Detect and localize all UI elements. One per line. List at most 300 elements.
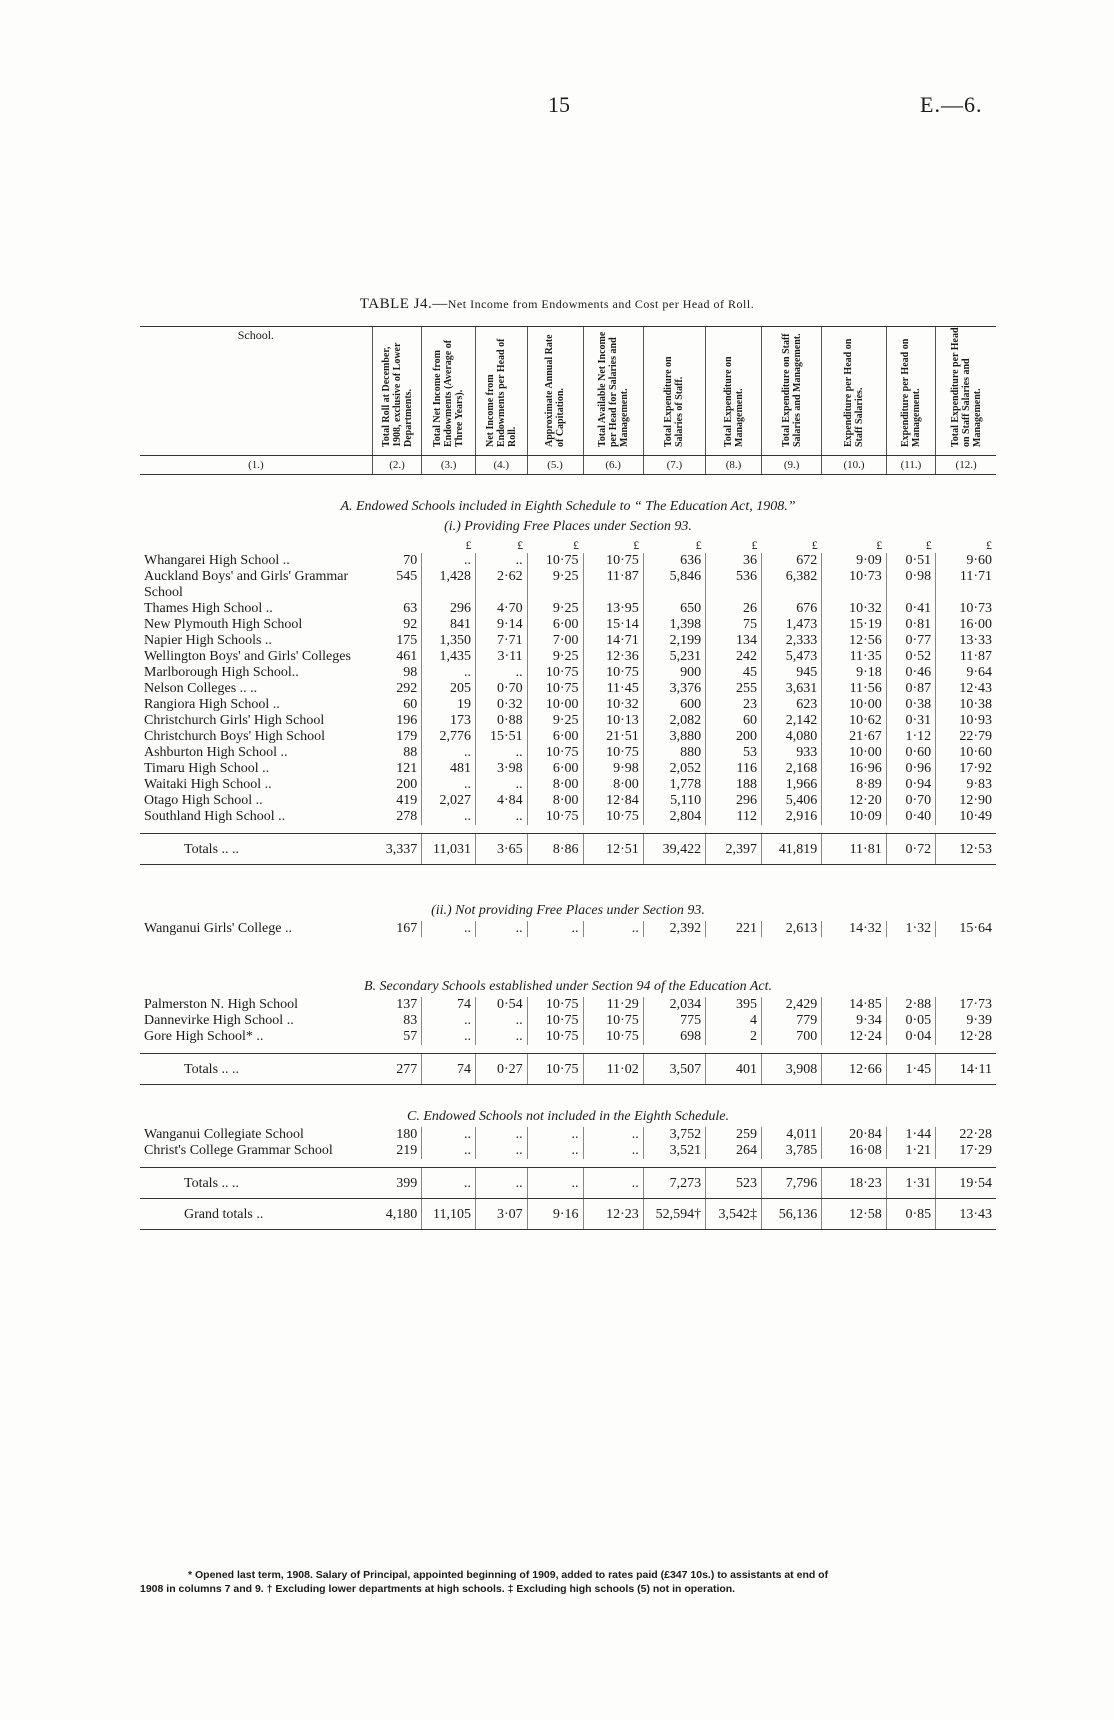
header-col-9: Total Expenditure on Staff Salaries and Management. [762,327,822,456]
value-cell-col-4: .. [476,1029,528,1045]
value-cell-col-11: 0·98 [886,569,935,601]
value-cell-col-8: 188 [706,777,762,793]
value-cell-col-2: 200 [396,777,418,792]
value-cell-col-12: 22·28 [936,1127,996,1143]
value-cell-col-7: 1,778 [643,777,705,793]
value-cell-col-12: 16·00 [936,617,996,633]
spacer-cell [140,937,996,955]
column-numbers-row [140,456,996,475]
value-cell-col-6: .. [583,921,643,937]
colnum: (10.) [822,456,887,475]
value-cell-col-2: 196 [396,713,418,728]
value-cell-col-3: 1,435 [422,649,476,665]
header-col-2: Total Roll at December, 1908, exclusive of Lower Departments. [372,327,421,456]
value-cell-col-6: 10·75 [583,665,643,681]
value-cell-col-6: 9·98 [583,761,643,777]
value-cell-col-6: 14·71 [583,633,643,649]
value-cell-col-12: 12·28 [936,1029,996,1045]
value-cell-col-2: 83 [403,1013,418,1028]
spacer-cell [140,475,996,494]
spacer-cell [140,865,996,884]
value-cell-col-2: 60 [403,697,418,712]
value-cell-col-11: 0·05 [886,1013,935,1029]
value-cell-col-7: 3,752 [643,1127,705,1143]
value-cell-col-7: 3,376 [643,681,705,697]
value-cell-col-5: 10·75 [527,1013,583,1029]
value-cell-col-8: 200 [706,729,762,745]
spacer [140,955,996,973]
value-cell-col-12: 13·43 [936,1199,996,1230]
totals-row [140,834,996,865]
value-cell-col-7: 3,521 [643,1143,705,1159]
value-cell-col-9: 5,406 [762,793,822,809]
value-cell-col-5: .. [527,1127,583,1143]
colnum: (4.) [476,456,528,475]
value-cell-col-4: 3·07 [476,1199,528,1230]
value-cell-col-10: 16·08 [822,1143,887,1159]
table-row [140,601,996,617]
school-name-cell: Napier High Schools .. [144,633,272,648]
value-cell-col-2: 121 [396,761,418,776]
value-cell-col-6: 10·75 [583,745,643,761]
page-number: 15 [548,92,570,117]
spacer-cell [140,955,996,973]
value-cell-col-4: 0·54 [476,997,528,1013]
value-cell-col-12: 9·83 [936,777,996,793]
unit-cell: £ [811,538,818,552]
value-cell-col-8: 242 [706,649,762,665]
colnum: (12.) [936,456,996,475]
value-cell-col-4: .. [476,745,528,761]
school-name-cell: Totals .. .. [140,834,372,865]
value-cell-col-4: .. [476,1143,528,1159]
value-cell-col-8: 53 [706,745,762,761]
school-name-cell: Palmerston N. High School [144,997,298,1012]
value-cell-col-9: 779 [762,1013,822,1029]
value-cell-col-6: 21·51 [583,729,643,745]
value-cell-col-8: 45 [706,665,762,681]
value-cell-col-7: 600 [643,697,705,713]
value-cell-col-6: 12·51 [583,834,643,865]
value-cell-col-10: 8·89 [822,777,887,793]
value-cell-col-8: 116 [706,761,762,777]
footnote [140,1568,1000,1596]
value-cell-col-8: 523 [706,1168,762,1199]
value-cell-col-3: 481 [422,761,476,777]
value-cell-col-4: 3·11 [476,649,528,665]
table-row [140,729,996,745]
value-cell-col-10: 10·00 [822,745,887,761]
section-a-sub-1 [140,517,996,537]
value-cell-col-2: 63 [403,601,418,616]
value-cell-col-5: 8·00 [527,777,583,793]
value-cell-col-4: .. [476,809,528,825]
value-cell-col-8: 296 [706,793,762,809]
value-cell-col-10: 21·67 [822,729,887,745]
value-cell-col-6: .. [583,1168,643,1199]
value-cell-col-12: 12·90 [936,793,996,809]
value-cell-col-4: 3·98 [476,761,528,777]
school-name-cell: Whangarei High School .. [144,553,290,568]
value-cell-col-9: 4,080 [762,729,822,745]
value-cell-col-12: 10·60 [936,745,996,761]
school-name-cell: Nelson Colleges .. .. [144,681,258,696]
value-cell-col-2: 277 [372,1054,421,1085]
school-name-cell: Totals .. .. [140,1168,372,1199]
value-cell-col-10: 9·18 [822,665,887,681]
value-cell-col-11: 0·04 [886,1029,935,1045]
table-row [140,1013,996,1029]
value-cell-col-4: .. [476,921,528,937]
value-cell-col-9: 933 [762,745,822,761]
value-cell-col-4: .. [476,1127,528,1143]
value-cell-col-5: 10·75 [527,997,583,1013]
section-a-sub-2-text: (ii.) Not providing Free Places under Section 93. [431,903,705,918]
value-cell-col-8: 255 [706,681,762,697]
value-cell-col-10: 11·81 [822,834,887,865]
value-cell-col-6: 11·02 [583,1054,643,1085]
value-cell-col-7: 2,082 [643,713,705,729]
value-cell-col-3: .. [422,809,476,825]
totals-row [140,1168,996,1199]
unit-cell: £ [986,538,992,552]
colnum: (3.) [422,456,476,475]
value-cell-col-5: 9·25 [527,649,583,665]
value-cell-col-6: 12·36 [583,649,643,665]
table-row [140,1127,996,1143]
value-cell-col-8: 26 [706,601,762,617]
value-cell-col-4: 15·51 [476,729,528,745]
spacer-cell [140,1159,996,1168]
value-cell-col-7: 3,507 [643,1054,705,1085]
value-cell-col-10: 12·58 [822,1199,887,1230]
table-row [140,569,996,601]
value-cell-col-8: 112 [706,809,762,825]
table-header [140,327,996,456]
table-row [140,633,996,649]
value-cell-col-8: 401 [706,1054,762,1085]
value-cell-col-5: .. [527,1168,583,1199]
value-cell-col-3: 2,776 [422,729,476,745]
value-cell-col-11: 1·21 [886,1143,935,1159]
value-cell-col-10: 10·73 [822,569,887,601]
value-cell-col-8: 23 [706,697,762,713]
value-cell-col-4: 2·62 [476,569,528,601]
table-row [140,553,996,569]
value-cell-col-9: 2,168 [762,761,822,777]
value-cell-col-4: 0·88 [476,713,528,729]
value-cell-col-3: .. [422,921,476,937]
value-cell-col-9: 2,142 [762,713,822,729]
value-cell-col-11: 0·96 [886,761,935,777]
table-row [140,997,996,1013]
value-cell-col-5: 6·00 [527,617,583,633]
value-cell-col-3: 1,350 [422,633,476,649]
table-row [140,617,996,633]
spacer-cell [140,1045,996,1054]
spacer [140,865,996,884]
value-cell-col-12: 11·87 [936,649,996,665]
value-cell-col-11: 0·70 [886,793,935,809]
value-cell-col-3: .. [422,1143,476,1159]
value-cell-col-12: 9·60 [936,553,996,569]
school-name-cell: Auckland Boys' and Girls' Grammar School [144,569,349,600]
value-cell-col-9: 1,966 [762,777,822,793]
value-cell-col-9: 5,473 [762,649,822,665]
value-cell-col-10: 11·35 [822,649,887,665]
value-cell-col-3: .. [422,1013,476,1029]
value-cell-col-4: 7·71 [476,633,528,649]
value-cell-col-7: 3,880 [643,729,705,745]
value-cell-col-5: 10·75 [527,1029,583,1045]
header-school: School. [140,327,372,456]
value-cell-col-4: 4·70 [476,601,528,617]
unit-cell: £ [633,538,640,552]
value-cell-col-5: 9·16 [527,1199,583,1230]
value-cell-col-8: 3,542‡ [706,1199,762,1230]
spacer-cell [140,1085,996,1104]
spacer [140,1045,996,1054]
spacer-cell [140,825,996,834]
value-cell-col-11: 1·31 [886,1168,935,1199]
value-cell-col-7: 2,199 [643,633,705,649]
value-cell-col-5: 8·00 [527,793,583,809]
spacer [140,825,996,834]
value-cell-col-5: .. [527,1143,583,1159]
table-title [0,296,1114,313]
value-cell-col-11: 0·81 [886,617,935,633]
section-a-sub-1-text: (i.) Providing Free Places under Section 93. [444,519,692,534]
value-cell-col-2: 179 [396,729,418,744]
value-cell-col-4: .. [476,553,528,569]
value-cell-col-7: 2,052 [643,761,705,777]
value-cell-col-5: 10·00 [527,697,583,713]
value-cell-col-11: 0·40 [886,809,935,825]
value-cell-col-6: 11·29 [583,997,643,1013]
value-cell-col-7: 5,110 [643,793,705,809]
school-name-cell: Ashburton High School .. [144,745,288,760]
section-c-heading-text: C. Endowed Schools not included in the Eighth Schedule. [407,1109,729,1124]
value-cell-col-8: 221 [706,921,762,937]
value-cell-col-4: 0·27 [476,1054,528,1085]
table-row [140,777,996,793]
value-cell-col-10: 9·34 [822,1013,887,1029]
value-cell-col-7: 900 [643,665,705,681]
unit-cell: £ [465,538,472,552]
table-row [140,1029,996,1045]
value-cell-col-6: .. [583,1127,643,1143]
header-col-10: Expenditure per Head on Staff Salaries. [822,327,887,456]
value-cell-col-5: 10·75 [527,553,583,569]
value-cell-col-3: 841 [422,617,476,633]
value-cell-col-5: 9·25 [527,601,583,617]
value-cell-col-10: 14·85 [822,997,887,1013]
value-cell-col-6: 10·13 [583,713,643,729]
table-body [140,456,996,1230]
value-cell-col-5: 10·75 [527,809,583,825]
table-row [140,649,996,665]
value-cell-col-10: 9·09 [822,553,887,569]
value-cell-col-12: 19·54 [936,1168,996,1199]
value-cell-col-12: 10·73 [936,601,996,617]
school-name-cell: Timaru High School .. [144,761,270,776]
value-cell-col-6: 10·75 [583,1013,643,1029]
totals-row [140,1054,996,1085]
value-cell-col-12: 14·11 [936,1054,996,1085]
table-row [140,793,996,809]
value-cell-col-9: 2,429 [762,997,822,1013]
section-a-heading [140,493,996,517]
school-name-cell: Christchurch Girls' High School [144,713,325,728]
value-cell-col-3: .. [422,745,476,761]
value-cell-col-3: 205 [422,681,476,697]
value-cell-col-6: 15·14 [583,617,643,633]
value-cell-col-7: 5,231 [643,649,705,665]
value-cell-col-3: 2,027 [422,793,476,809]
value-cell-col-5: 10·75 [527,681,583,697]
value-cell-col-5: 10·75 [527,745,583,761]
value-cell-col-5: 9·25 [527,569,583,601]
table-row [140,1143,996,1159]
value-cell-col-9: 3,631 [762,681,822,697]
value-cell-col-10: 10·32 [822,601,887,617]
table-row [140,921,996,937]
value-cell-col-9: 623 [762,697,822,713]
value-cell-col-9: 6,382 [762,569,822,601]
value-cell-col-11: 1·12 [886,729,935,745]
school-name-cell: Rangiora High School .. [144,697,280,712]
value-cell-col-4: .. [476,777,528,793]
value-cell-col-7: 2,034 [643,997,705,1013]
value-cell-col-7: 2,392 [643,921,705,937]
value-cell-col-4: .. [476,1168,528,1199]
value-cell-col-9: 1,473 [762,617,822,633]
value-cell-col-7: 880 [643,745,705,761]
section-a-sub-2 [140,901,996,921]
unit-cell: £ [876,538,883,552]
value-cell-col-4: .. [476,1013,528,1029]
school-name-cell: Gore High School* .. [144,1029,264,1044]
value-cell-col-9: 700 [762,1029,822,1045]
value-cell-col-2: 292 [396,681,418,696]
table-row [140,713,996,729]
unit-cell: £ [695,538,702,552]
value-cell-col-10: 12·24 [822,1029,887,1045]
value-cell-col-2: 545 [396,569,418,584]
value-cell-col-11: 0·38 [886,697,935,713]
spacer [140,1085,996,1104]
footnote-line-2: 1908 in columns 7 and 9. † Excluding lower departments at high schools. ‡ Excluding high schools (5) not in operation. [140,1583,736,1595]
value-cell-col-5: 7·00 [527,633,583,649]
value-cell-col-8: 4 [706,1013,762,1029]
section-a-heading-text: A. Endowed Schools included in Eighth Schedule to “ The Education Act, 1908.” [340,499,796,514]
value-cell-col-10: 12·56 [822,633,887,649]
section-c-heading [140,1103,996,1127]
value-cell-col-2: 92 [403,617,418,632]
value-cell-col-6: 12·84 [583,793,643,809]
value-cell-col-11: 0·46 [886,665,935,681]
value-cell-col-11: 0·31 [886,713,935,729]
table-row [140,745,996,761]
school-name-cell: Wellington Boys' and Girls' Colleges [144,649,351,664]
colnum: (8.) [706,456,762,475]
colnum: (5.) [527,456,583,475]
value-cell-col-11: 1·44 [886,1127,935,1143]
value-cell-col-9: 3,908 [762,1054,822,1085]
value-cell-col-8: 75 [706,617,762,633]
value-cell-col-2: 399 [372,1168,421,1199]
value-cell-col-9: 2,333 [762,633,822,649]
endowments-table [140,326,996,1230]
value-cell-col-10: 14·32 [822,921,887,937]
table-row [140,809,996,825]
value-cell-col-10: 10·09 [822,809,887,825]
colnum: (6.) [583,456,643,475]
school-name-cell: Totals .. .. [140,1054,372,1085]
grand-totals-row [140,1199,996,1230]
value-cell-col-7: 5,846 [643,569,705,601]
table-title-main: TABLE J4.— [359,296,448,312]
unit-cell [140,537,372,553]
value-cell-col-12: 17·73 [936,997,996,1013]
unit-cell: £ [517,538,524,552]
value-cell-col-7: 636 [643,553,705,569]
pounds-row [140,537,996,553]
header-col-6: Total Available Net Income per Head for Salaries and Management. [583,327,643,456]
value-cell-col-2: 278 [396,809,418,824]
value-cell-col-12: 9·64 [936,665,996,681]
value-cell-col-9: 3,785 [762,1143,822,1159]
footnote-line-1: * Opened last term, 1908. Salary of Principal, appointed beginning of 1909, added to rates paid (£347 10s.) to assistants at end of [188,1569,829,1581]
value-cell-col-9: 56,136 [762,1199,822,1230]
school-name-cell: Grand totals .. [140,1199,372,1230]
header-col-7: Total Expenditure on Salaries of Staff. [643,327,705,456]
value-cell-col-9: 676 [762,601,822,617]
value-cell-col-4: 0·70 [476,681,528,697]
value-cell-col-8: 259 [706,1127,762,1143]
value-cell-col-2: 167 [396,921,418,936]
value-cell-col-2: 98 [403,665,418,680]
header-col-8: Total Expenditure on Management. [706,327,762,456]
value-cell-col-9: 2,613 [762,921,822,937]
value-cell-col-8: 395 [706,997,762,1013]
value-cell-col-12: 13·33 [936,633,996,649]
value-cell-col-2: 4,180 [372,1199,421,1230]
spacer [140,1159,996,1168]
value-cell-col-5: 9·25 [527,713,583,729]
value-cell-col-10: 16·96 [822,761,887,777]
value-cell-col-8: 536 [706,569,762,601]
value-cell-col-3: 296 [422,601,476,617]
value-cell-col-11: 0·51 [886,553,935,569]
value-cell-col-2: 419 [396,793,418,808]
school-name-cell: Southland High School .. [144,809,286,824]
value-cell-col-3: 11,105 [422,1199,476,1230]
value-cell-col-11: 0·72 [886,834,935,865]
school-name-cell: Christ's College Grammar School [144,1143,333,1158]
table-row [140,697,996,713]
value-cell-col-7: 1,398 [643,617,705,633]
colnum: (7.) [643,456,705,475]
value-cell-col-12: 12·53 [936,834,996,865]
header-col-3: Total Net Income from Endowments (Average of Three Years). [422,327,476,456]
value-cell-col-7: 698 [643,1029,705,1045]
value-cell-col-6: 10·32 [583,697,643,713]
value-cell-col-7: 7,273 [643,1168,705,1199]
colnum: (2.) [372,456,421,475]
value-cell-col-3: 1,428 [422,569,476,601]
unit-cell: £ [573,538,580,552]
